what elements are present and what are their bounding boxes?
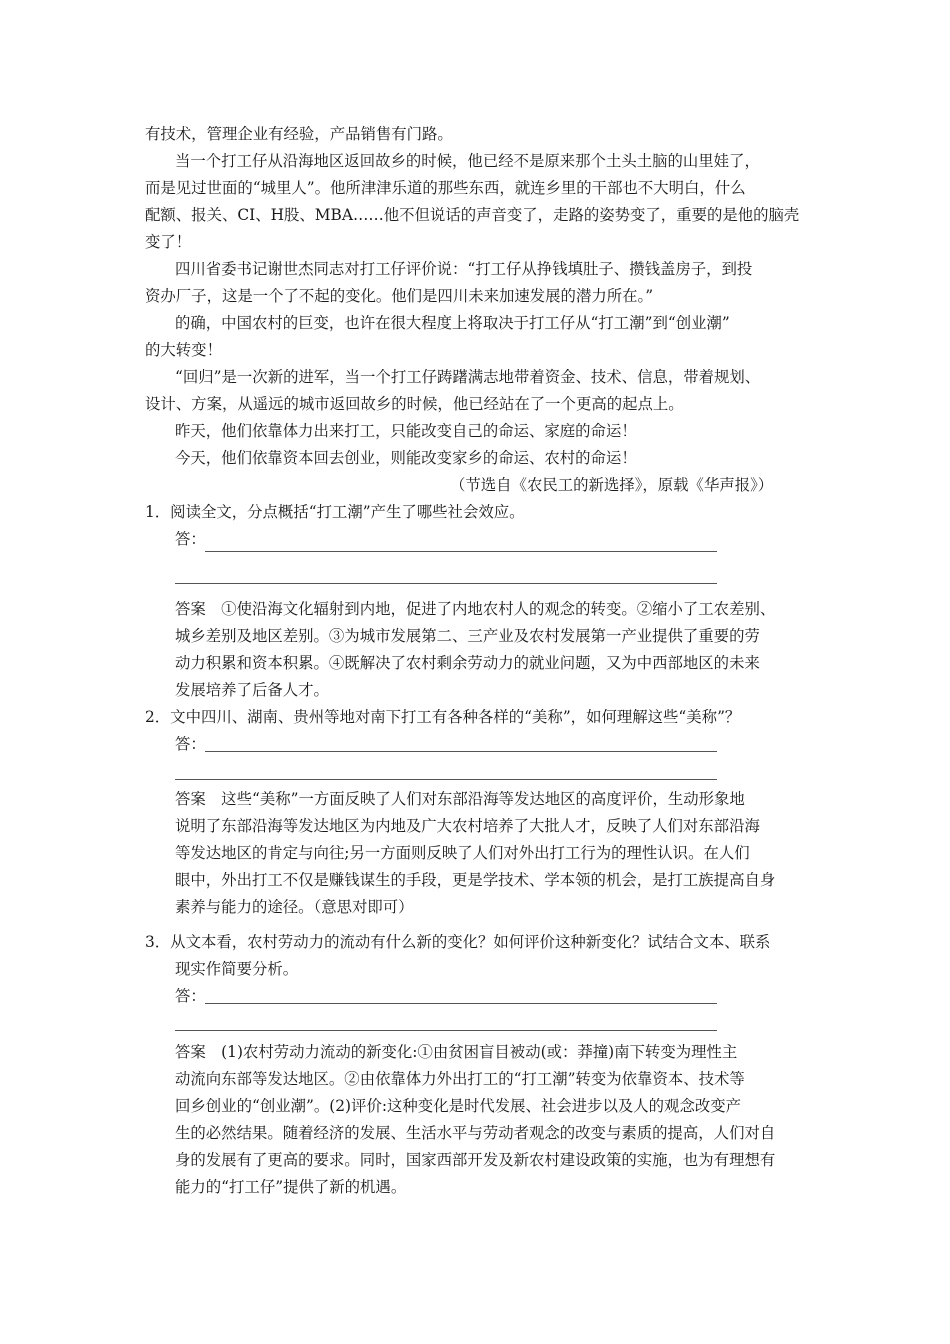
question-1-prompt: 1．阅读全文，分点概括“打工潮”产生了哪些社会效应。 (145, 503, 525, 521)
passage-line: “回归”是一次新的进军，当一个打工仔踌躇满志地带着资金、技术、信息，带着规划、 (175, 368, 761, 386)
question-2-answer: 答案 这些“美称”一方面反映了人们对东部沿海等发达地区的高度评价，生动形象地 (175, 790, 745, 808)
question-3-answer: 能力的“打工仔”提供了新的机遇。 (175, 1178, 407, 1196)
question-1-answer: 城乡差别及地区差别。③为城市发展第二、三产业及农村发展第一产业提供了重要的劳 (175, 627, 760, 645)
question-1-answer-label: 答： (175, 530, 206, 548)
question-1-answer: 动力积累和资本积累。④既解决了农村剩余劳动力的就业问题，又为中西部地区的未来 (175, 654, 760, 672)
passage-line: 当一个打工仔从沿海地区返回故乡的时候，他已经不是原来那个土头土脑的山里娃了， (175, 152, 760, 170)
question-3-prompt: 现实作简要分析。 (175, 960, 299, 978)
question-2-answer: 素养与能力的途径。（意思对即可） (175, 898, 414, 916)
question-2-answer: 说明了东部沿海等发达地区为内地及广大农村培养了大批人才，反映了人们对东部沿海 (175, 817, 760, 835)
question-3-answer: 生的必然结果。随着经济的发展、生活水平与劳动者观念的改变与素质的提高，人们对自 (175, 1124, 776, 1142)
question-1-answer: 发展培养了后备人才。 (175, 681, 329, 699)
passage-line: 设计、方案，从遥远的城市返回故乡的时候，他已经站在了一个更高的起点上。 (145, 395, 684, 413)
question-3-answer: 答案 (1)农村劳动力流动的新变化:①由贫困盲目被动(或：莽撞)南下转变为理性主 (175, 1043, 738, 1061)
question-3-prompt: 3．从文本看，农村劳动力的流动有什么新的变化？如何评价这种新变化？试结合文本、联系 (145, 933, 771, 951)
passage-line: 的确，中国农村的巨变，也许在很大程度上将取决于打工仔从“打工潮”到“创业潮” (175, 314, 730, 332)
passage-line: 四川省委书记谢世杰同志对打工仔评价说：“打工仔从挣钱填肚子、攒钱盖房子，到投 (175, 260, 753, 278)
question-2-prompt: 2．文中四川、湖南、贵州等地对南下打工有各种各样的“美称”，如何理解这些“美称”？ (145, 708, 741, 726)
question-3-answer-blank[interactable] (175, 1030, 717, 1031)
question-2-answer-label: 答： (175, 735, 206, 753)
question-2-answer-blank[interactable] (175, 779, 717, 780)
passage-line: 今天，他们依靠资本回去创业，则能改变家乡的命运、农村的命运！ (175, 449, 637, 467)
passage-line: 的大转变！ (145, 341, 222, 359)
question-3-answer: 动流向东部等发达地区。②由依靠体力外出打工的“打工潮”转变为依靠资本、技术等 (175, 1070, 745, 1088)
passage-line: 配额、报关、CI、H股、MBA……他不但说话的声音变了，走路的姿势变了，重要的是他的脑壳 (145, 206, 800, 224)
question-1-answer-blank[interactable] (205, 551, 717, 552)
question-1-answer: 答案 ①使沿海文化辐射到内地，促进了内地农村人的观念的转变。②缩小了工农差别、 (175, 600, 776, 618)
passage-line: 而是见过世面的“城里人”。他所津津乐道的那些东西，就连乡里的干部也不大明白，什么 (145, 179, 746, 197)
passage-line: 资办厂子，这是一个了不起的变化。他们是四川未来加速发展的潜力所在。” (145, 287, 654, 305)
question-3-answer-label: 答： (175, 987, 206, 1005)
passage-line: 昨天，他们依靠体力出来打工，只能改变自己的命运、家庭的命运！ (175, 422, 637, 440)
passage-line: 有技术，管理企业有经验，产品销售有门路。 (145, 125, 453, 143)
question-3-answer-blank[interactable] (205, 1003, 717, 1004)
question-3-answer: 身的发展有了更高的要求。同时，国家西部开发及新农村建设政策的实施，也为有理想有 (175, 1151, 776, 1169)
question-1-answer-blank[interactable] (175, 583, 717, 584)
question-3-answer: 回乡创业的“创业潮”。(2)评价:这种变化是时代发展、社会进步以及人的观念改变产 (175, 1097, 742, 1115)
question-2-answer-blank[interactable] (205, 751, 717, 752)
question-2-answer: 等发达地区的肯定与向往;另一方面则反映了人们对外出打工行为的理性认识。在人们 (175, 844, 750, 862)
passage-source: （节选自《农民工的新选择》，原载《华声报》） (450, 476, 774, 494)
question-2-answer: 眼中，外出打工不仅是赚钱谋生的手段，更是学技术、学本领的机会，是打工族提高自身 (175, 871, 776, 889)
passage-line: 变了！ (145, 233, 192, 251)
